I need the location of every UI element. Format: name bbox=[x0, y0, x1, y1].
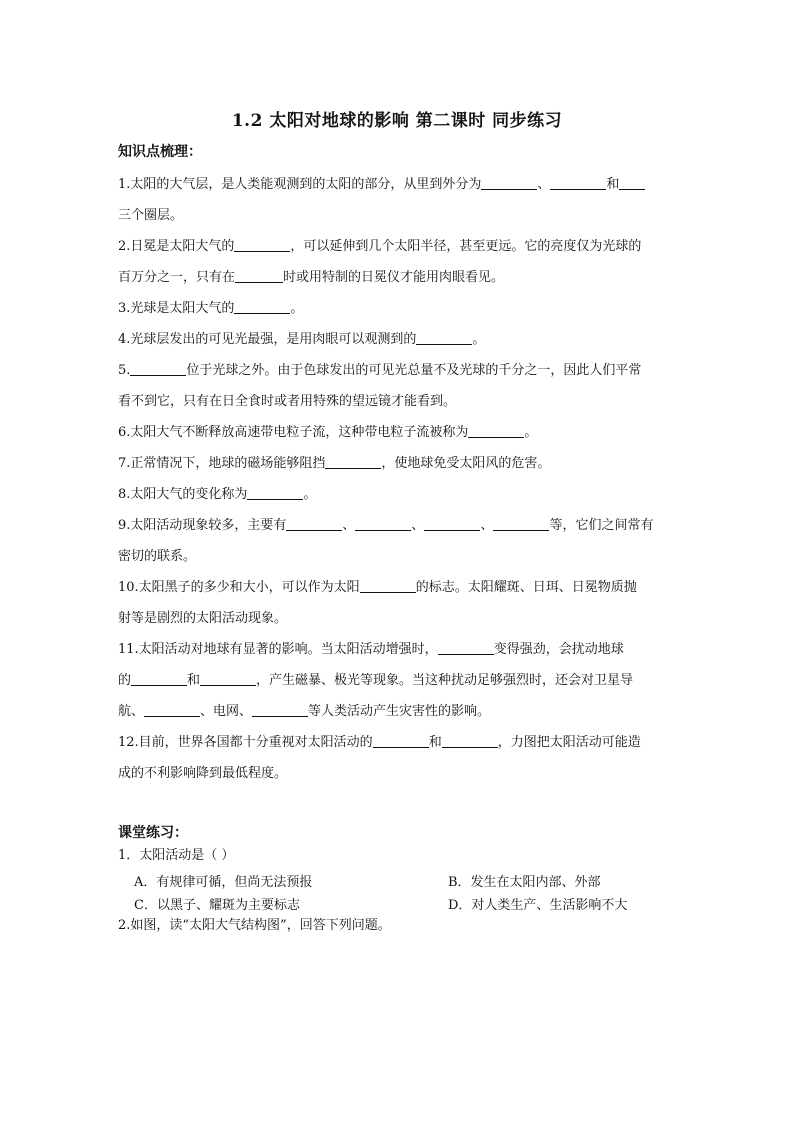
answer-blank bbox=[286, 516, 342, 531]
item-11-line-2 bbox=[118, 665, 678, 696]
item-11-line-1 bbox=[118, 634, 678, 665]
item-7 bbox=[118, 448, 678, 479]
answer-blank bbox=[619, 175, 645, 190]
item-text: 看不到它，只有在日全食时或者用特殊的望远镜才能看到。 bbox=[118, 394, 457, 409]
answer-blank bbox=[550, 175, 606, 190]
item-text: 的标志。太阳耀斑、日珥、日冕物质抛 bbox=[415, 580, 637, 595]
answer-blank bbox=[234, 237, 290, 252]
item-3-text: 3.光球是太阳大气的 bbox=[118, 301, 235, 316]
item-text: 位于光球之外。由于色球发出的可见光总量不及光球的千分之一，因此人们平常 bbox=[186, 363, 642, 378]
answer-blank bbox=[355, 516, 411, 531]
answer-blank bbox=[235, 268, 283, 283]
item-text: ，可以延伸到几个太阳半径，甚至更远。它的亮度仅为光球的 bbox=[290, 239, 642, 254]
item-text: 和 bbox=[428, 735, 442, 750]
answer-blank bbox=[360, 578, 416, 593]
item-1-line-1 bbox=[118, 169, 678, 200]
question-1-stem: 1．太阳活动是（ ） bbox=[118, 848, 235, 863]
item-text: 等人类活动产生灾害性的影响。 bbox=[308, 704, 491, 719]
item-5-line-1 bbox=[118, 355, 678, 386]
item-11-text: 11.太阳活动对地球有显著的影响。当太阳活动增强时， bbox=[118, 642, 438, 657]
question-1-option-b: B．发生在太阳内部、外部 bbox=[448, 875, 601, 890]
item-4-text: 4.光球层发出的可见光最强，是用肉眼可以观测到的 bbox=[118, 332, 417, 347]
answer-blank bbox=[481, 175, 537, 190]
question-1-option-a: A．有规律可循，但尚无法预报 bbox=[134, 875, 313, 890]
answer-blank bbox=[247, 485, 303, 500]
section-heading-practice: 课堂练习： bbox=[118, 825, 188, 841]
item-text: 、 bbox=[480, 518, 494, 533]
item-2-line-2 bbox=[118, 262, 678, 293]
item-text: 航、 bbox=[118, 704, 145, 719]
item-text: 。 bbox=[472, 332, 486, 347]
question-2-stem: 2.如图，读“太阳大气结构图”，回答下列问题。 bbox=[118, 918, 391, 933]
item-8 bbox=[118, 479, 678, 510]
item-12-text: 12.目前，世界各国都十分重视对太阳活动的 bbox=[118, 735, 373, 750]
answer-blank bbox=[438, 640, 494, 655]
section-heading-knowledge: 知识点梳理： bbox=[118, 144, 202, 160]
answer-blank bbox=[442, 733, 498, 748]
item-9-line-1 bbox=[118, 510, 678, 541]
item-1-text: 1.太阳的大气层，是人类能观测到的太阳的部分，从里到外分为 bbox=[118, 177, 482, 192]
page-title: 1.2 太阳对地球的影响 第二课时 同步练习 bbox=[231, 111, 563, 131]
item-text: 、电网、 bbox=[200, 704, 253, 719]
item-text: 、 bbox=[537, 177, 551, 192]
item-text: ，使地球免受太阳风的危害。 bbox=[381, 456, 551, 471]
item-text: 、 bbox=[342, 518, 356, 533]
item-text: 。 bbox=[524, 425, 538, 440]
item-text: 。 bbox=[303, 487, 317, 502]
answer-blank bbox=[131, 671, 187, 686]
item-10-text: 10.太阳黑子的多少和大小，可以作为太阳 bbox=[118, 580, 360, 595]
item-2-text: 2.日冕是太阳大气的 bbox=[118, 239, 235, 254]
answer-blank bbox=[130, 361, 186, 376]
item-text: 变得强劲，会扰动地球 bbox=[493, 642, 624, 657]
question-1-option-d: D．对人类生产、生活影响不大 bbox=[448, 898, 628, 913]
item-6 bbox=[118, 417, 678, 448]
answer-blank bbox=[493, 516, 549, 531]
item-10-line-2 bbox=[118, 603, 678, 634]
answer-blank bbox=[424, 516, 480, 531]
item-text: 成的不利影响降到最低程度。 bbox=[118, 766, 288, 781]
answer-blank bbox=[416, 330, 472, 345]
answer-blank bbox=[373, 733, 429, 748]
item-5-line-2 bbox=[118, 386, 678, 417]
item-8-text: 8.太阳大气的变化称为 bbox=[118, 487, 248, 502]
item-text: 、 bbox=[411, 518, 425, 533]
item-7-text: 7.正常情况下，地球的磁场能够阻挡 bbox=[118, 456, 326, 471]
item-text: ，力图把太阳活动可能造 bbox=[497, 735, 641, 750]
item-4 bbox=[118, 324, 678, 355]
item-12-line-2 bbox=[118, 758, 678, 789]
item-text: 时或用特制的日冕仪才能用肉眼看见。 bbox=[283, 270, 505, 285]
answer-blank bbox=[325, 454, 381, 469]
item-9-line-2 bbox=[118, 541, 678, 572]
item-2-line-1 bbox=[118, 231, 678, 262]
item-text: 密切的联系。 bbox=[118, 549, 197, 564]
item-text: ，产生磁暴、极光等现象。当这种扰动足够强烈时，还会对卫星导 bbox=[256, 673, 634, 688]
item-text: 等，它们之间常有 bbox=[549, 518, 654, 533]
item-11-line-3 bbox=[118, 696, 678, 727]
item-text: 和 bbox=[187, 673, 201, 688]
item-5-text: 5. bbox=[118, 363, 131, 378]
item-1-line-2 bbox=[118, 200, 678, 231]
answer-blank bbox=[234, 299, 290, 314]
item-text: 百万分之一，只有在 bbox=[118, 270, 236, 285]
item-9-text: 9.太阳活动现象较多，主要有 bbox=[118, 518, 287, 533]
item-text: 射等是剧烈的太阳活动现象。 bbox=[118, 611, 288, 626]
knowledge-list bbox=[118, 169, 678, 789]
item-6-text: 6.太阳大气不断释放高速带电粒子流，这种带电粒子流被称为 bbox=[118, 425, 469, 440]
item-text: 的 bbox=[118, 673, 132, 688]
answer-blank bbox=[200, 671, 256, 686]
item-12-line-1 bbox=[118, 727, 678, 758]
answer-blank bbox=[468, 423, 524, 438]
item-10-line-1 bbox=[118, 572, 678, 603]
item-text: 。 bbox=[290, 301, 304, 316]
item-text: 和 bbox=[606, 177, 620, 192]
item-3 bbox=[118, 293, 678, 324]
answer-blank bbox=[252, 702, 308, 717]
question-1-option-c: C．以黑子、耀斑为主要标志 bbox=[134, 898, 300, 913]
item-text: 三个圈层。 bbox=[118, 208, 184, 223]
answer-blank bbox=[144, 702, 200, 717]
